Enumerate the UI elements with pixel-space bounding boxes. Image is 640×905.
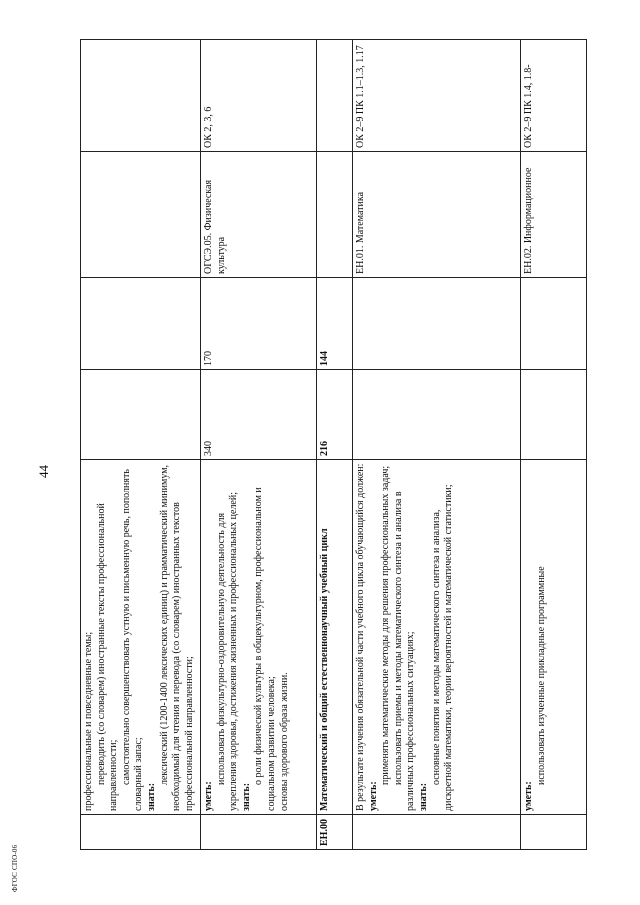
desc-line: основные понятия и методы математического синтеза и анализа, дискретной математики, теории вероятностей и математической статистики; bbox=[430, 484, 455, 811]
cell-max-load: 216 bbox=[317, 370, 353, 460]
cell-discipline: ОГСЭ.05. Физическая культура bbox=[201, 152, 317, 278]
cell-code: ЕН.00 bbox=[317, 815, 353, 850]
cell-required-load bbox=[353, 278, 521, 370]
desc-line: использовать изученные прикладные программные bbox=[535, 566, 547, 785]
cell-discipline: ЕН.02. Информационное bbox=[521, 152, 587, 278]
cell-discipline bbox=[317, 152, 353, 278]
desc-line: основы здорового образа жизни. bbox=[278, 672, 290, 811]
cell-code bbox=[353, 815, 521, 850]
desc-line: применять математические методы для решения профессиональных задач; bbox=[380, 465, 392, 785]
cell-max-load bbox=[521, 370, 587, 460]
desc-heading: знать: bbox=[240, 782, 252, 811]
cell-code bbox=[81, 815, 201, 850]
cell-description bbox=[521, 460, 587, 815]
footer-code: ФГОС СПО-06 bbox=[11, 844, 19, 892]
table-row bbox=[353, 40, 521, 850]
cell-competencies: ОК 2–9 ПК 1.4, 1.8- bbox=[521, 40, 587, 152]
table-row bbox=[521, 40, 587, 850]
cell-competencies bbox=[317, 40, 353, 152]
cell-max-load bbox=[353, 370, 521, 460]
rotated-page-content bbox=[80, 40, 586, 850]
cell-required-load bbox=[521, 278, 587, 370]
cell-required-load bbox=[81, 278, 201, 370]
cell-competencies: ОК 2–9 ПК 1.1–1.3, 1.17 bbox=[353, 40, 521, 152]
desc-heading: уметь: bbox=[203, 781, 214, 811]
desc-heading: уметь: bbox=[367, 781, 379, 811]
desc-line: лексический (1200-1400 лексических единиц) и грамматический минимум, необходимый для чтения и перевода (со словарем) иностранных текстов профессиональной направленности; bbox=[158, 464, 195, 811]
desc-heading: уметь: bbox=[523, 781, 534, 811]
cell-competencies bbox=[81, 40, 201, 152]
desc-line: переводить (со словарем) иностранные тексты профессиональной направленности; bbox=[95, 503, 120, 811]
cell-discipline bbox=[81, 152, 201, 278]
desc-heading: знать: bbox=[417, 782, 429, 811]
desc-line: использовать приемы и методы математического синтеза и анализа в различных профессиональных ситуациях; bbox=[392, 491, 417, 811]
cell-description bbox=[81, 460, 201, 815]
cell-max-load bbox=[81, 370, 201, 460]
cell-max-load: 340 bbox=[201, 370, 317, 460]
cell-competencies: ОК 2, 3, 6 bbox=[201, 40, 317, 152]
cell-description bbox=[201, 460, 317, 815]
cell-code bbox=[201, 815, 317, 850]
desc-line: В результате изучения обязательной части учебного цикла обучающийся должен: bbox=[355, 463, 366, 811]
table-row bbox=[201, 40, 317, 850]
cell-description: Математический и общий естественнонаучный учебный цикл bbox=[317, 460, 353, 815]
desc-line: о роли физической культуры в общекультурном, профессиональном и социальном развитии человека; bbox=[253, 487, 277, 811]
table-row bbox=[317, 40, 353, 850]
curriculum-table bbox=[80, 39, 587, 850]
desc-heading: знать: bbox=[145, 782, 157, 811]
cell-discipline: ЕН.01. Математика bbox=[353, 152, 521, 278]
page-number: 44 bbox=[36, 465, 51, 478]
table-row bbox=[81, 40, 201, 850]
desc-line: самостоятельно совершенствовать устную и письменную речь, пополнять словарный запас; bbox=[120, 469, 145, 811]
cell-code bbox=[521, 815, 587, 850]
desc-line: профессиональные и повседневные темы; bbox=[83, 631, 94, 811]
cell-required-load: 144 bbox=[317, 278, 353, 370]
desc-line: использовать физкультурно-оздоровительную деятельность для укрепления здоровья, достижения жизненных и профессиональных целей; bbox=[215, 491, 240, 811]
cell-description bbox=[353, 460, 521, 815]
cell-required-load: 170 bbox=[201, 278, 317, 370]
